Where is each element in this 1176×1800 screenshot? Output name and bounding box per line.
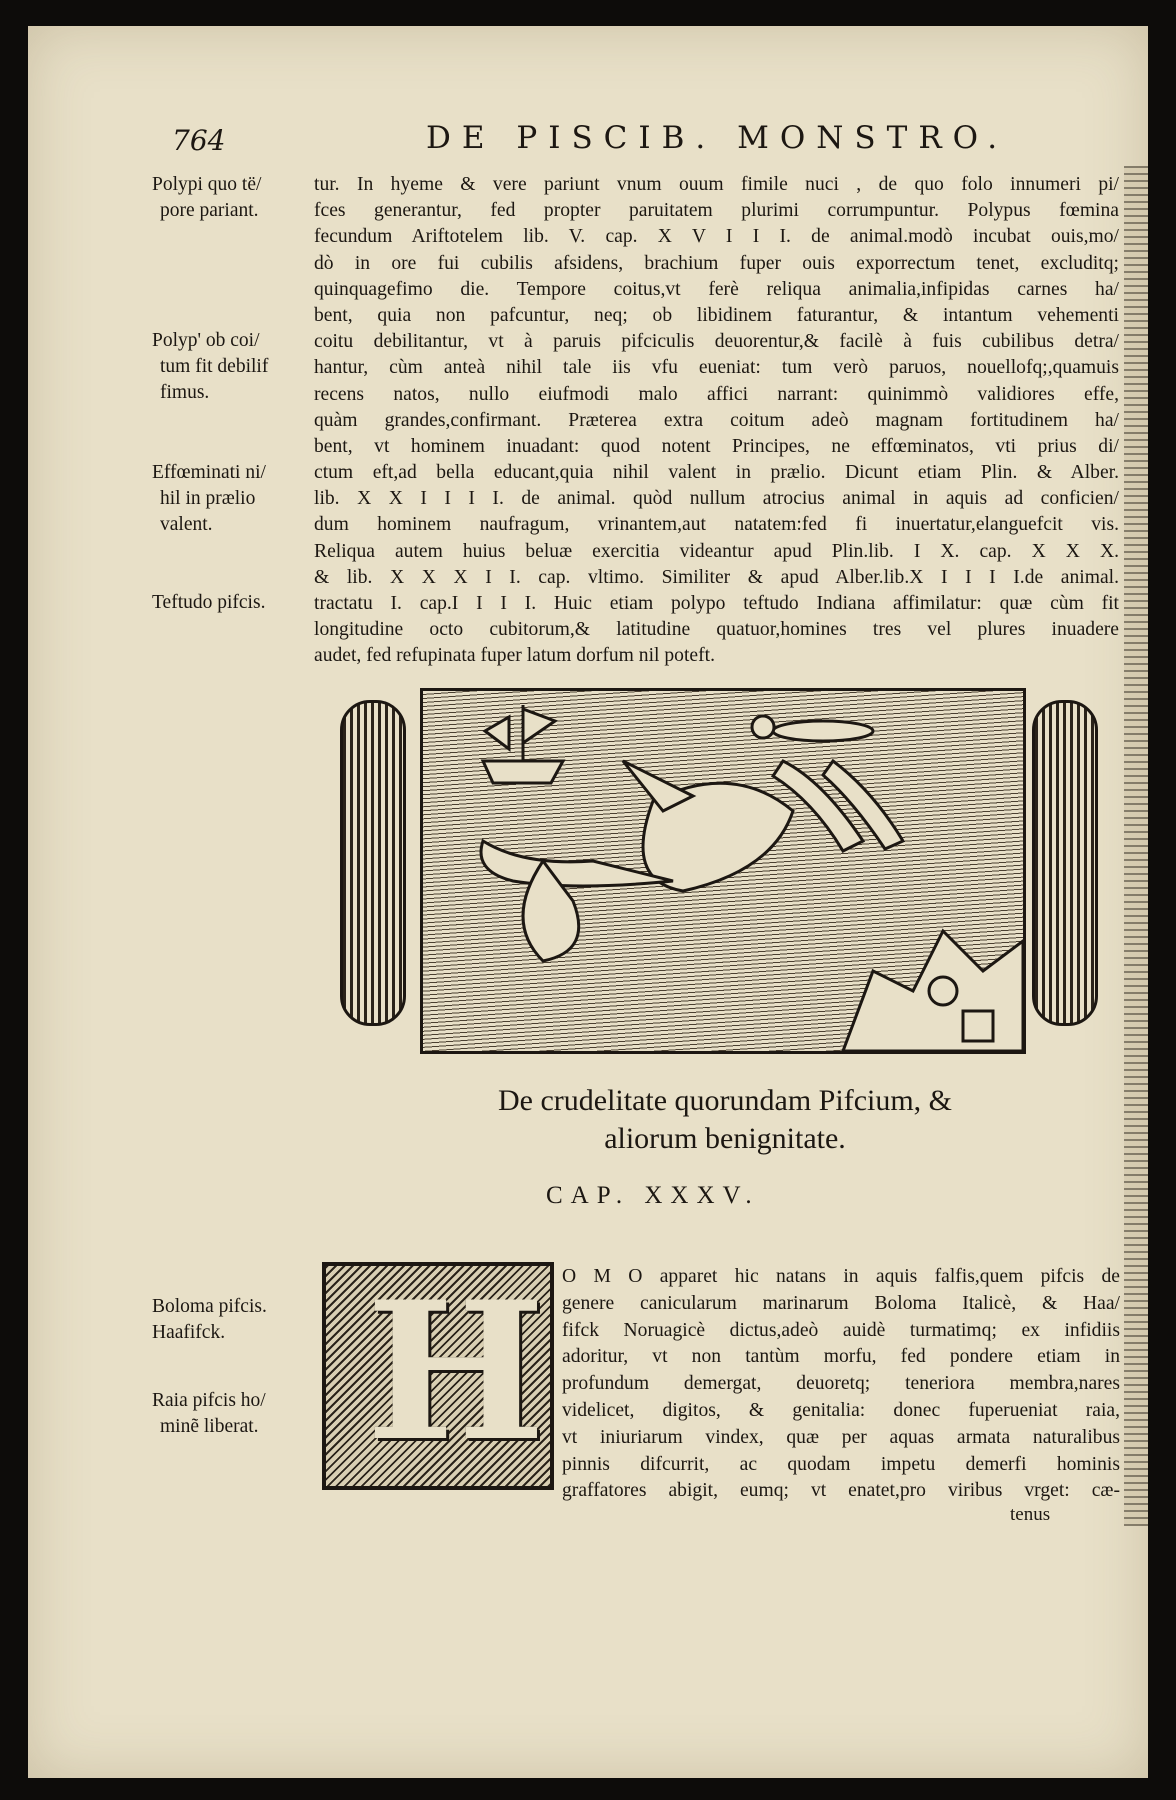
text-line: profundum demergat, deuoretq; teneriora membra,nares <box>562 1373 1120 1395</box>
adjacent-page-edge <box>1124 166 1148 1526</box>
margin-note: Teftudo pifcis. <box>152 592 266 613</box>
text-line: tur. In hyeme & vere pariunt vnum ouum fimile nuci , de quo folo innumeri pi/ <box>314 174 1119 195</box>
text-line: quinquagefimo die. Tempore coitus,vt ferè reliqua animalia,infipidas carnes ha/ <box>314 278 1119 300</box>
running-head: DE PISCIB. MONSTRO. <box>426 120 1009 156</box>
page-number: 764 <box>172 124 226 157</box>
chapter-title: De crudelitate quorundam Pifcium, & aliorum benignitate. <box>497 1084 953 1155</box>
text-line: fecundum Ariftotelem lib. V. cap. X V I I I. de animal.modò incubat ouis,mo/ <box>314 226 1119 248</box>
woodcut-sea-scene <box>420 688 1026 1054</box>
text-line: bent, vt hominem inuadant: quod notent Principes, ne effœminatos, vti prius di/ <box>314 435 1119 457</box>
text-line: lib. X X I I I I. de animal. quòd nullum atrocius animal in aquis ad conficien/ <box>314 488 1119 510</box>
text-line: Reliqua autem huius beluæ exercitia videantur apud Plin.lib. I X. cap. X X X. <box>314 540 1119 562</box>
initial-letter: H <box>366 1260 546 1483</box>
chapter-body-text <box>562 1264 1120 1505</box>
sea-creatures-icon <box>423 691 1023 1051</box>
catchword: tenus <box>1010 1504 1051 1525</box>
text-line: dò in ore fui cubilis afsidens, brachium fuper ouis exporrectum tenet, excluditq; <box>314 252 1119 274</box>
margin-note: Polyp' ob coi/ tum fit debilif fimus. <box>152 330 269 403</box>
chapter-number: CAP. XXXV. <box>546 1182 760 1209</box>
text-line: O M O apparet hic natans in aquis falfis,quem pifcis de <box>562 1266 1120 1287</box>
text-line: genere canicularum marinarum Boloma Italicè, & Haa/ <box>562 1292 1120 1314</box>
text-line: coitu debilitantur, vt à paruis pifciculis deuorentur,& facilè à fuis cubilibus detra/ <box>314 331 1119 353</box>
text-line: & lib. X X X I I. cap. vltimo. Similiter & apud Alber.lib.X I I I I.de animal. <box>314 566 1119 588</box>
text-line: longitudine octo cubitorum,& latitudine quatuor,homines tres vel plures inuadere <box>314 619 1119 641</box>
body-text <box>314 172 1119 670</box>
ornamental-scroll-right <box>1032 700 1098 1026</box>
woodcut-illustration <box>330 684 1108 1062</box>
ornamental-scroll-left <box>340 700 406 1026</box>
text-line: graffatores abigit, eumq; vt enatet,pro viribus vrget: cæ- <box>562 1480 1120 1502</box>
text-line: recens natos, nullo eiufmodi malo affici narrant: quinimmò validiores effe, <box>314 383 1119 405</box>
text-line: quàm grandes,confirmant. Præterea extra coitum adeò magnam fortitudinem ha/ <box>314 409 1119 431</box>
text-line: vt iniuriarum vindex, quæ per aquas armata naturalibus <box>562 1426 1120 1448</box>
decorated-initial <box>322 1262 554 1490</box>
margin-note: Raia pifcis ho/ minẽ liberat. <box>152 1390 266 1437</box>
text-line: pinnis difcurrit, ac quodam impetu demerfi hominis <box>562 1453 1120 1475</box>
text-line: adoritur, vt non tantùm morfu, fed pondere etiam in <box>562 1346 1120 1368</box>
text-line: hantur, cùm anteà nihil tale iis vfu eueniat: tum verò paruos, nouellofq;,quamuis <box>314 357 1119 379</box>
text-line: bent, quia non pafcuntur, neq; ob libidinem faturantur, & intantum vehementi <box>314 304 1119 326</box>
text-line: tractatu I. cap.I I I I. Huic etiam polypo teftudo Indiana affimilatur: quæ cùm fit <box>314 593 1119 614</box>
text-line: fifck Noruagicè dictus,adeò auidè turmatimq; ex infidiis <box>562 1319 1120 1341</box>
text-line: fces generantur, fed propter paruitatem plurimi corrumpuntur. Polypus fœmina <box>314 200 1119 222</box>
margin-note: Effœminati ni/ hil in prælio valent. <box>152 462 266 535</box>
text-line: audet, fed refupinata fuper latum dorfum nil poteft. <box>314 645 715 667</box>
text-line: ctum eft,ad bella educant,quia nihil valent in prælio. Dicunt etiam Plin. & Alber. <box>314 462 1119 484</box>
margin-note: Boloma pifcis. Haafifck. <box>152 1296 267 1343</box>
book-page <box>28 26 1148 1778</box>
text-line: dum hominem naufragum, vrinantem,aut natatem:fed fi inuertatur,elanguefcit vis. <box>314 514 1119 536</box>
margin-note: Polypi quo të/ pore pariant. <box>152 174 262 221</box>
text-line: videlicet, digitos, & genitalia: donec fuperueniat raia, <box>562 1399 1120 1421</box>
